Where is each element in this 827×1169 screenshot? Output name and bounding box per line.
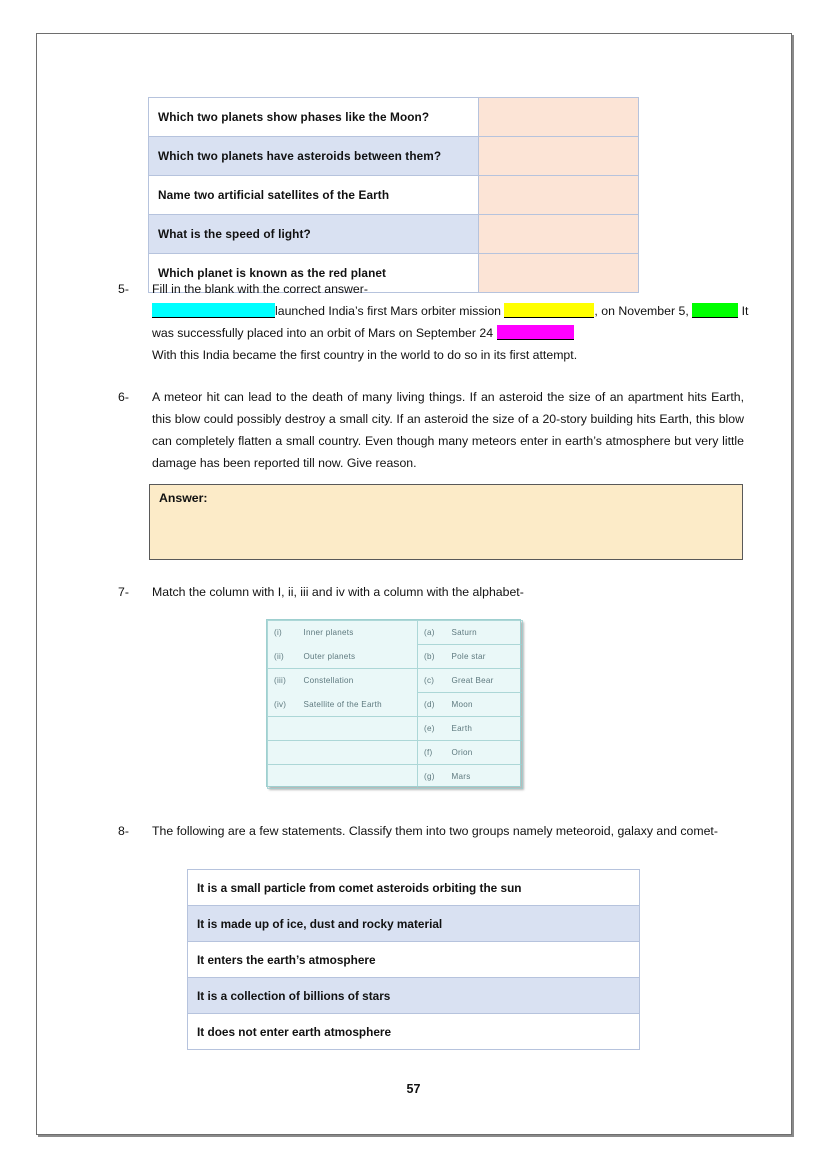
- table-row: [268, 669, 523, 693]
- question-8-number: 8-: [118, 824, 129, 838]
- question-7-text: Match the column with I, ii, iii and iv with a column with the alphabet-: [152, 585, 524, 599]
- match-the-column-table: [267, 620, 523, 789]
- question-6-block: [118, 386, 744, 474]
- statements-table: [187, 869, 640, 1050]
- table-row: [188, 870, 640, 906]
- qa-question-cell: Which planet is known as the red planet: [149, 254, 479, 293]
- match-left-label[interactable]: Constellation: [298, 669, 418, 693]
- question-5-prompt: Fill in the blank with the correct answer-: [152, 282, 368, 296]
- match-right-label[interactable]: Pole star: [446, 645, 523, 669]
- fill-blank-2[interactable]: [504, 303, 594, 318]
- question-5-block: [118, 278, 752, 366]
- match-right-marker: (a): [418, 621, 446, 645]
- table-row: [149, 215, 639, 254]
- question-5-segment-3: It was successfully placed into an orbit of Mars on September 24: [152, 304, 749, 340]
- qa-question-cell: Name two artificial satellites of the Earth: [149, 176, 479, 215]
- table-row: [268, 645, 523, 669]
- table-row: [188, 942, 640, 978]
- table-row: [188, 1014, 640, 1050]
- match-right-label[interactable]: Saturn: [446, 621, 523, 645]
- match-right-marker: (g): [418, 765, 446, 789]
- question-5-segment-2: , on November 5,: [594, 304, 693, 318]
- match-left-marker: (i): [268, 621, 298, 645]
- match-empty-cell: [268, 717, 418, 741]
- match-left-marker: (ii): [268, 645, 298, 669]
- statement-cell[interactable]: It enters the earth’s atmosphere: [188, 942, 640, 978]
- fill-blank-3[interactable]: [692, 303, 738, 318]
- qa-question-cell: What is the speed of light?: [149, 215, 479, 254]
- table-row: [268, 717, 523, 741]
- qa-answer-cell[interactable]: [479, 176, 639, 215]
- statement-cell[interactable]: It is made up of ice, dust and rocky material: [188, 906, 640, 942]
- table-row: [188, 978, 640, 1014]
- question-8-text: The following are a few statements. Classify them into two groups namely meteoroid, galaxy and comet-: [152, 824, 718, 838]
- match-empty-cell: [268, 741, 418, 765]
- table-row: [188, 906, 640, 942]
- match-left-marker: (iv): [268, 693, 298, 717]
- match-left-marker: (iii): [268, 669, 298, 693]
- match-right-label[interactable]: Mars: [446, 765, 523, 789]
- answer-label: Answer:: [159, 491, 208, 505]
- question-5-segment-1: launched India’s first Mars orbiter mission: [275, 304, 505, 318]
- table-row: [268, 621, 523, 645]
- qa-answer-cell[interactable]: [479, 98, 639, 137]
- question-5-number: 5-: [118, 282, 129, 296]
- table-row: [149, 98, 639, 137]
- match-right-marker: (c): [418, 669, 446, 693]
- question-5-segment-4: With this India became the first country in the world to do so in its first attempt.: [152, 348, 578, 362]
- match-right-label[interactable]: Moon: [446, 693, 523, 717]
- qa-answer-cell[interactable]: [479, 215, 639, 254]
- question-5-body: [152, 300, 752, 344]
- match-right-label[interactable]: Great Bear: [446, 669, 523, 693]
- match-left-label[interactable]: Outer planets: [298, 645, 418, 669]
- statement-cell[interactable]: It does not enter earth atmosphere: [188, 1014, 640, 1050]
- match-right-label[interactable]: Earth: [446, 717, 523, 741]
- table-row: [268, 693, 523, 717]
- table-row: [149, 137, 639, 176]
- table-row: [149, 176, 639, 215]
- question-8-block: [118, 820, 744, 842]
- question-answer-table: [148, 97, 639, 293]
- question-6-number: 6-: [118, 390, 129, 404]
- page-number: 57: [406, 1082, 421, 1096]
- qa-question-cell: Which two planets have asteroids between them?: [149, 137, 479, 176]
- question-6-answer-box[interactable]: [149, 484, 743, 560]
- question-7-number: 7-: [118, 585, 129, 599]
- statement-cell[interactable]: It is a small particle from comet asteroids orbiting the sun: [188, 870, 640, 906]
- fill-blank-4[interactable]: [497, 325, 574, 340]
- fill-blank-1[interactable]: [152, 303, 275, 318]
- match-right-marker: (d): [418, 693, 446, 717]
- question-6-text: A meteor hit can lead to the death of many living things. If an asteroid the size of an apartment hits Earth, this blow could possibly destroy a small city. If an asteroid the size of a 20-story building hits Earth, this blow can completely flatten a small country. Even though many meteors enter in earth’s atmosphere but very little damage has been reported till now. Give reason.: [152, 390, 744, 470]
- statement-cell[interactable]: It is a collection of billions of stars: [188, 978, 640, 1014]
- match-right-label[interactable]: Orion: [446, 741, 523, 765]
- table-row: [268, 765, 523, 789]
- match-right-marker: (e): [418, 717, 446, 741]
- table-row: [268, 741, 523, 765]
- question-7-block: [118, 581, 752, 603]
- match-right-marker: (b): [418, 645, 446, 669]
- qa-answer-cell[interactable]: [479, 137, 639, 176]
- match-left-label[interactable]: Satellite of the Earth: [298, 693, 418, 717]
- qa-question-cell: Which two planets show phases like the Moon?: [149, 98, 479, 137]
- match-right-marker: (f): [418, 741, 446, 765]
- match-empty-cell: [268, 765, 418, 789]
- match-the-column-table-wrapper: [266, 619, 521, 787]
- match-left-label[interactable]: Inner planets: [298, 621, 418, 645]
